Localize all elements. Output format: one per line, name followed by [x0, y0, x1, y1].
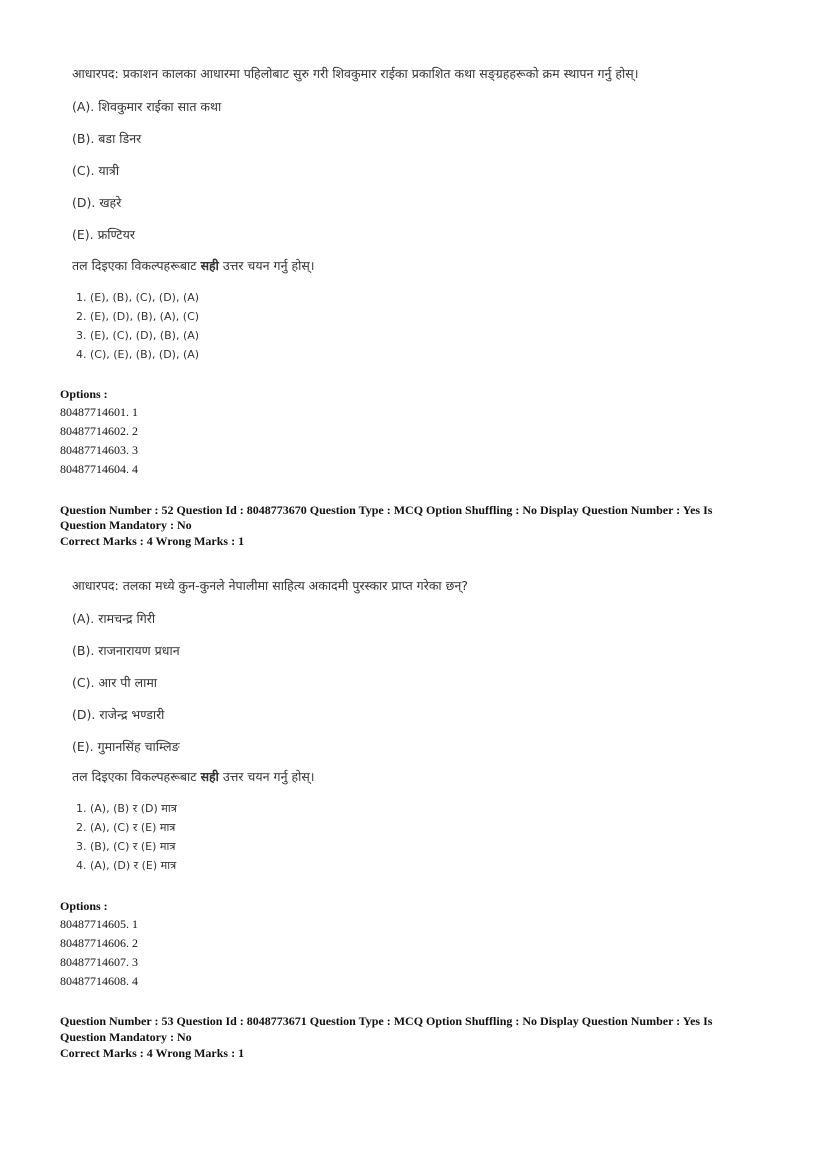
- q52-options-label: Options :: [60, 899, 108, 913]
- q52-option-3: 80487714607. 3: [60, 955, 138, 969]
- q52-item-e: (E). गुमानसिंह चाम्लिङ: [72, 739, 180, 754]
- q51-instruction-bold: सही: [200, 258, 219, 273]
- q53-meta-line1: Question Number : 53 Question Id : 8048773671 Question Type : MCQ Option Shuffling : No Display Question Number : Yes Is: [60, 1014, 713, 1028]
- q51-prompt-lead: आधारपद:: [72, 66, 119, 81]
- q52-instruction-bold: सही: [200, 769, 219, 784]
- q52-answer-1: 1. (A), (B) र (D) मात्र: [76, 802, 177, 815]
- q51-item-a: (A). शिवकुमार राईका सात कथा: [72, 99, 222, 114]
- q51-option-3: 80487714603. 3: [60, 443, 138, 457]
- q52-answer-3: 3. (B), (C) र (E) मात्र: [76, 840, 176, 853]
- q52-instruction: तल दिइएका विकल्पहरूबाट सही उत्तर चयन गर्नु होस्।: [72, 769, 315, 784]
- q52-item-b: (B). राजनारायण प्रधान: [72, 643, 180, 658]
- q52-meta-line1: Question Number : 52 Question Id : 8048773670 Question Type : MCQ Option Shuffling : No Display Question Number : Yes Is: [60, 503, 713, 517]
- q51-item-b: (B). बडा डिनर: [72, 131, 142, 146]
- q52-prompt-lead: आधारपद:: [72, 578, 119, 593]
- q52-option-1: 80487714605. 1: [60, 917, 138, 931]
- q52-answer-4: 4. (A), (D) र (E) मात्र: [76, 859, 177, 872]
- q51-item-d: (D). खहरे: [72, 195, 122, 210]
- q51-instruction: तल दिइएका विकल्पहरूबाट सही उत्तर चयन गर्नु होस्।: [72, 258, 315, 273]
- q51-options-label: Options :: [60, 387, 108, 401]
- q53-meta-line2: Question Mandatory : No: [60, 1030, 192, 1044]
- q51-option-4: 80487714604. 4: [60, 462, 138, 476]
- q52-item-c: (C). आर पी लामा: [72, 675, 158, 690]
- q52-item-d: (D). राजेन्द्र भण्डारी: [72, 707, 165, 722]
- q52-answer-2: 2. (A), (C) र (E) मात्र: [76, 821, 176, 834]
- q52-item-a: (A). रामचन्द्र गिरी: [72, 611, 156, 626]
- q51-answer-3: 3. (E), (C), (D), (B), (A): [76, 329, 200, 342]
- q52-meta-line3: Correct Marks : 4 Wrong Marks : 1: [60, 534, 245, 548]
- q51-option-1: 80487714601. 1: [60, 405, 138, 419]
- q51-answer-1: 1. (E), (B), (C), (D), (A): [76, 291, 200, 304]
- q52-option-4: 80487714608. 4: [60, 974, 138, 988]
- q51-option-2: 80487714602. 2: [60, 424, 138, 438]
- q51-answer-4: 4. (C), (E), (B), (D), (A): [76, 348, 200, 361]
- q51-answer-2: 2. (E), (D), (B), (A), (C): [76, 310, 200, 323]
- q53-meta-line3: Correct Marks : 4 Wrong Marks : 1: [60, 1046, 245, 1060]
- q51-item-c: (C). यात्री: [72, 163, 120, 178]
- q52-prompt-text: तलका मध्ये कुन-कुनले नेपालीमा साहित्य अकादमी पुरस्कार प्राप्त गरेका छन्?: [118, 578, 468, 593]
- q51-prompt-text: प्रकाशन कालका आधारमा पहिलोबाट सुरु गरी शिवकुमार राईका प्रकाशित कथा सङ्ग्रहहरूको क्रम स्थापन गर्नु होस्।: [118, 66, 639, 81]
- q51-prompt: [72, 66, 638, 82]
- q52-option-2: 80487714606. 2: [60, 936, 138, 950]
- q52-prompt: [72, 578, 468, 594]
- q52-meta-line2: Question Mandatory : No: [60, 518, 192, 532]
- q51-item-e: (E). फ्रण्टियर: [72, 227, 135, 242]
